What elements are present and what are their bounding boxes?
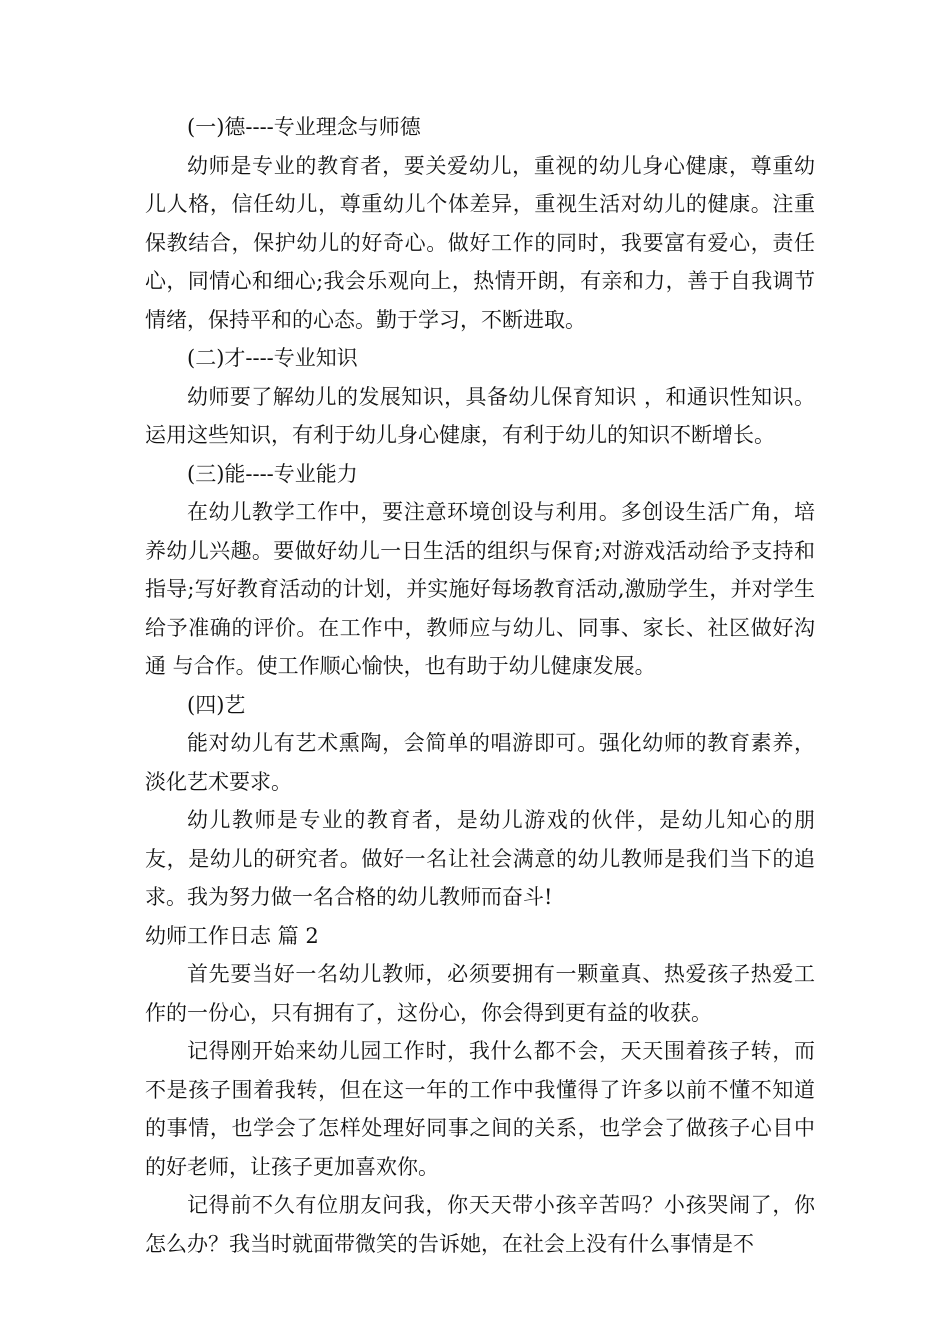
heading-ability: (三)能----专业能力: [187, 461, 358, 486]
paragraph: 幼师要了解幼儿的发展知识，具备幼儿保育知识 ，和通识性知识。运用这些知识，有利于幼儿身心健康，有利于幼儿的知识不断增长。: [145, 384, 815, 447]
paragraph: 能对幼儿有艺术熏陶，会简单的唱游即可。强化幼师的教育素养，淡化艺术要求。: [145, 731, 815, 794]
heading-talent: (二)才----专业知识: [187, 346, 358, 370]
heading-art: (四)艺: [187, 692, 246, 717]
heading-virtue: (一)德----专业理念与师德: [187, 115, 421, 139]
paragraph: 记得刚开始来幼儿园工作时，我什么都不会，天天围着孩子转，而不是孩子围着我转，但在这一年的工作中我懂得了许多以前不懂不知道的事情，也学会了怎样处理好同事之间的关系，也学会了做孩子心目中的好老师，让孩子更加喜欢你。: [145, 1039, 815, 1179]
section-title: 幼师工作日志 篇 2: [145, 923, 319, 948]
document-page: [145, 108, 815, 1263]
paragraph: 首先要当好一名幼儿教师，必须要拥有一颗童真、热爱孩子热爱工作的一份心，只有拥有了，这份心，你会得到更有益的收获。: [145, 962, 815, 1025]
paragraph: 幼师是专业的教育者，要关爱幼儿，重视的幼儿身心健康，尊重幼儿人格，信任幼儿，尊重幼儿个体差异，重视生活对幼儿的健康。注重保教结合，保护幼儿的好奇心。做好工作的同时，我要富有爱心，责任心，同情心和细心;我会乐观向上，热情开朗，有亲和力，善于自我调节情绪，保持平和的心态。勤于学习，不断进取。: [145, 153, 815, 332]
paragraph: 在幼儿教学工作中，要注意环境创设与利用。多创设生活广角，培养幼儿兴趣。要做好幼儿一日生活的组织与保育;对游戏活动给予支持和指导;写好教育活动的计划，并实施好每场教育活动,激励学生，并对学生给予准确的评价。在工作中，教师应与幼儿、同事、家长、社区做好沟通 与合作。使工作顺心愉快，也有助于幼儿健康发展。: [145, 500, 815, 678]
paragraph: 记得前不久有位朋友问我，你天天带小孩辛苦吗？小孩哭闹了，你怎么办？我当时就面带微笑的告诉她，在社会上没有什么事情是不: [145, 1193, 815, 1256]
paragraph: 幼儿教师是专业的教育者，是幼儿游戏的伙伴，是幼儿知心的朋友，是幼儿的研究者。做好一名让社会满意的幼儿教师是我们当下的追求。我为努力做一名合格的幼儿教师而奋斗!: [145, 808, 815, 909]
